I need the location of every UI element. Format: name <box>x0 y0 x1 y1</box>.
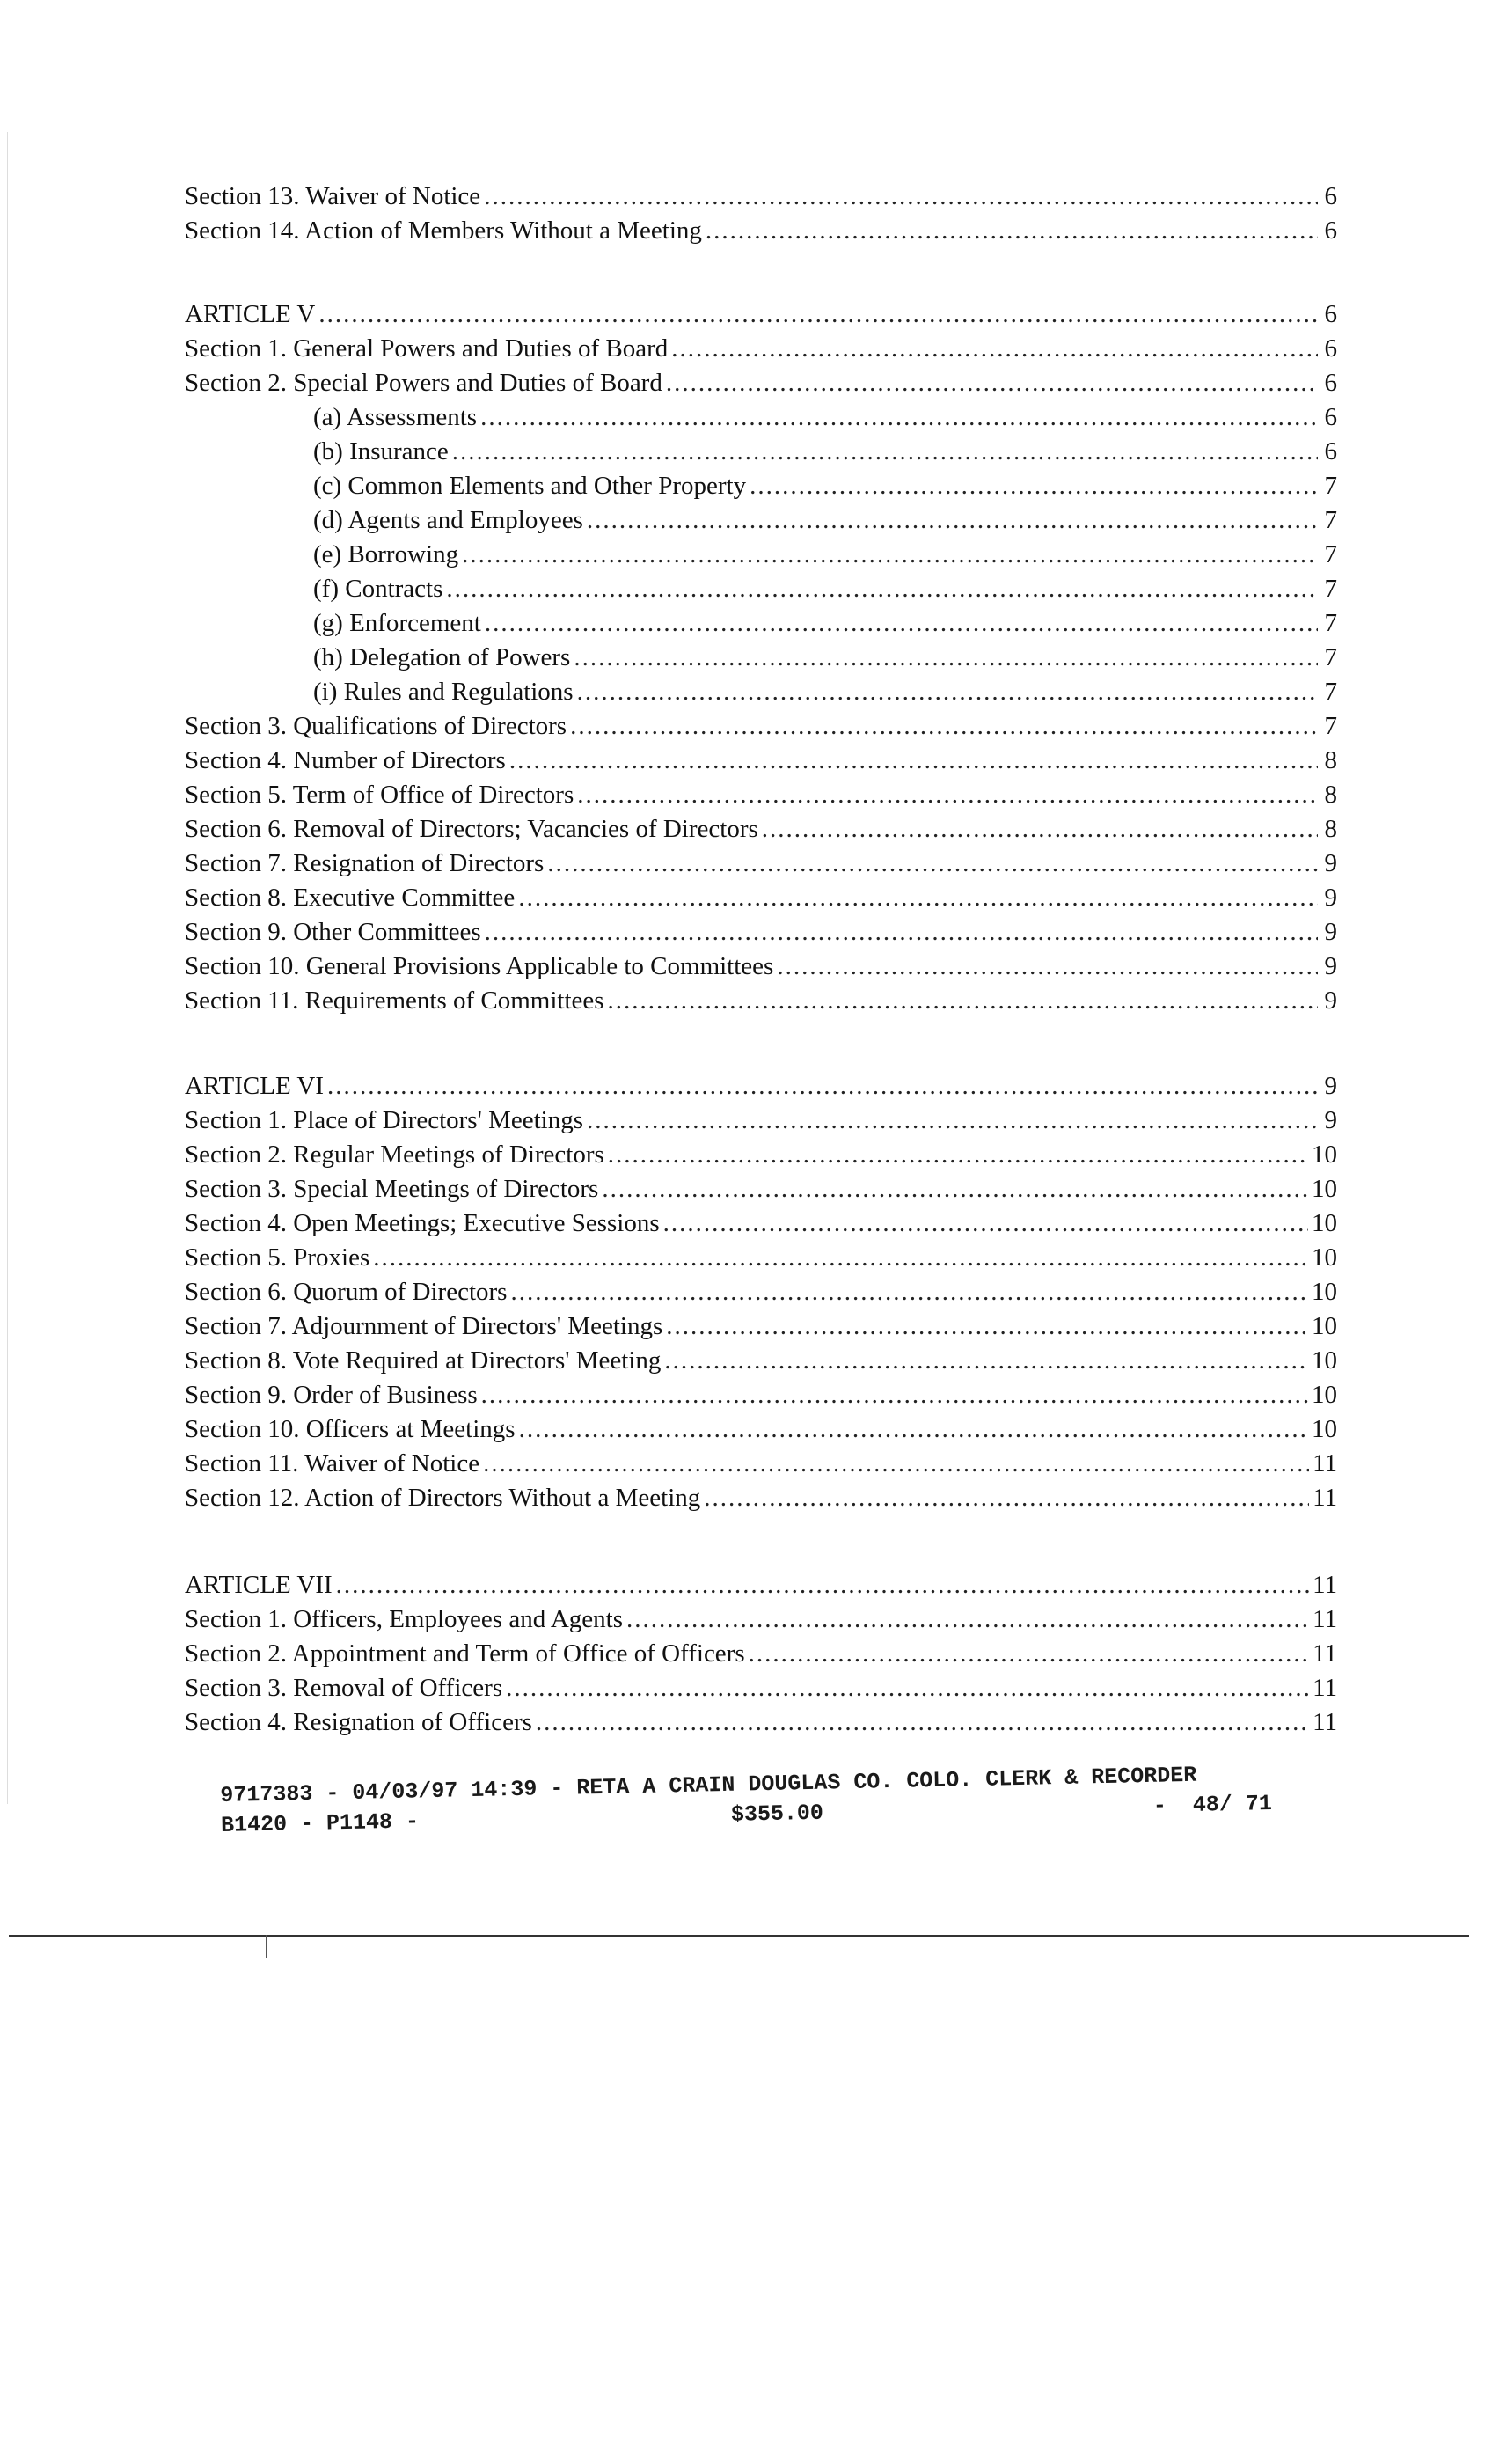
toc-leader-dots <box>373 1241 1308 1275</box>
toc-entry-label: Section 4. Number of Directors <box>185 746 506 774</box>
toc-entry-label: Section 9. Other Committees <box>185 918 481 946</box>
toc-entry-label: Section 6. Removal of Directors; Vacancies of Directors <box>185 815 758 843</box>
toc-page-number: 7 <box>1324 643 1337 671</box>
spacer <box>185 1018 1337 1069</box>
page-bottom-rule <box>9 1935 1469 1937</box>
toc-page-number: 7 <box>1324 472 1337 500</box>
toc-entry <box>185 1206 1337 1241</box>
toc-entry <box>185 1602 1337 1637</box>
toc-entry-label: Section 10. Officers at Meetings <box>185 1415 516 1443</box>
toc-page-number: 6 <box>1324 369 1337 397</box>
toc-subentry <box>185 641 1337 675</box>
toc-page-number: 9 <box>1324 1106 1337 1134</box>
toc-page-number: 7 <box>1324 575 1337 603</box>
toc-page-number: 9 <box>1324 1072 1337 1100</box>
toc-entry <box>185 881 1337 915</box>
toc-entry-label: Section 1. Place of Directors' Meetings <box>185 1106 583 1134</box>
toc-leader-dots <box>510 1275 1308 1309</box>
toc-entry <box>185 1568 1337 1602</box>
toc-entry-label: Section 8. Executive Committee <box>185 884 516 912</box>
toc-page-number: 8 <box>1324 781 1337 809</box>
toc-leader-dots <box>663 1206 1308 1241</box>
toc-leader-dots <box>602 1172 1308 1206</box>
toc-entry-label: (c) Common Elements and Other Property <box>313 472 747 500</box>
toc-entry-label: Section 4. Open Meetings; Executive Sessions <box>185 1209 660 1237</box>
toc-leader-dots <box>750 469 1318 503</box>
toc-leader-dots <box>671 332 1318 366</box>
toc-entry <box>185 1378 1337 1412</box>
toc-entry-label: Section 1. General Powers and Duties of Board <box>185 334 669 363</box>
stamp-page-count: - 48/ 71 <box>1152 1790 1273 1819</box>
toc-entry-label: (d) Agents and Employees <box>313 506 583 534</box>
toc-subentry <box>185 572 1337 606</box>
toc-leader-dots <box>666 1309 1308 1344</box>
toc-entry-label: Section 3. Removal of Officers <box>185 1674 503 1702</box>
toc-page-number: 10 <box>1312 1415 1337 1443</box>
toc-entry-label: ARTICLE VI <box>185 1072 325 1100</box>
toc-page-number: 10 <box>1312 1209 1337 1237</box>
toc-leader-dots <box>519 1412 1308 1447</box>
toc-leader-dots <box>483 1447 1309 1481</box>
toc-subentry <box>185 503 1337 538</box>
toc-entry-label: Section 7. Adjournment of Directors' Meetings <box>185 1312 663 1340</box>
toc-page-number: 7 <box>1324 609 1337 637</box>
toc-leader-dots <box>547 847 1318 881</box>
toc-leader-dots <box>570 709 1318 744</box>
toc-page-number: 9 <box>1324 986 1337 1015</box>
toc-page-number: 7 <box>1324 678 1337 706</box>
toc-entry <box>185 1705 1337 1740</box>
spacer <box>185 248 1337 297</box>
toc-entry-label: Section 5. Proxies <box>185 1243 370 1272</box>
toc-leader-dots <box>608 984 1318 1018</box>
toc-entry-label: Section 2. Special Powers and Duties of Board <box>185 369 662 397</box>
toc-page-number: 10 <box>1312 1140 1337 1169</box>
toc-page-number: 10 <box>1312 1381 1337 1409</box>
toc-entry <box>185 778 1337 812</box>
toc-page-number: 8 <box>1324 815 1337 843</box>
toc-leader-dots <box>462 538 1318 572</box>
toc-entry-label: (f) Contracts <box>313 575 443 603</box>
toc-page-number: 11 <box>1313 1674 1337 1702</box>
toc-page-number: 9 <box>1324 849 1337 877</box>
toc-page-number: 6 <box>1324 300 1337 328</box>
toc-entry <box>185 180 1337 214</box>
toc-entry-label: Section 2. Regular Meetings of Directors <box>185 1140 604 1169</box>
toc-entry <box>185 1069 1337 1104</box>
toc-entry-label: (b) Insurance <box>313 437 449 466</box>
toc-leader-dots <box>762 812 1318 847</box>
toc-leader-dots <box>446 572 1318 606</box>
scan-margin-line <box>7 132 8 1804</box>
toc-subentry <box>185 400 1337 435</box>
toc-page-number: 7 <box>1324 540 1337 568</box>
toc-page-number: 6 <box>1324 216 1337 245</box>
stamp-recording-info: 9717383 - 04/03/97 14:39 - RETA A CRAIN DOUGLAS CO. COLO. CLERK & RECORDER <box>220 1762 1197 1808</box>
toc-entry <box>185 1172 1337 1206</box>
toc-subentry <box>185 469 1337 503</box>
toc-entry-label: (i) Rules and Regulations <box>313 678 574 706</box>
toc-leader-dots <box>318 297 1318 332</box>
toc-entry <box>185 1481 1337 1515</box>
toc-entry-label: Section 8. Vote Required at Directors' Meeting <box>185 1346 662 1375</box>
toc-entry <box>185 1138 1337 1172</box>
toc-entry <box>185 1275 1337 1309</box>
toc-page-number: 10 <box>1312 1175 1337 1203</box>
toc-entry-label: Section 6. Quorum of Directors <box>185 1278 508 1306</box>
toc-page-number: 6 <box>1324 403 1337 431</box>
toc-leader-dots <box>327 1069 1318 1104</box>
toc-entry <box>185 984 1337 1018</box>
toc-entry <box>185 214 1337 248</box>
toc-entry-label: Section 5. Term of Office of Directors <box>185 781 574 809</box>
toc-leader-dots <box>666 366 1318 400</box>
toc-leader-dots <box>485 915 1318 950</box>
toc-page-number: 6 <box>1324 437 1337 466</box>
toc-leader-dots <box>336 1568 1309 1602</box>
toc-page-number: 10 <box>1312 1312 1337 1340</box>
toc-leader-dots <box>777 950 1318 984</box>
toc-entry <box>185 1671 1337 1705</box>
toc-leader-dots <box>536 1705 1309 1740</box>
toc-leader-dots <box>749 1637 1309 1671</box>
toc-entry-label: ARTICLE VII <box>185 1571 333 1599</box>
toc-page-number: 11 <box>1313 1571 1337 1599</box>
toc-entry <box>185 744 1337 778</box>
page-bottom-tick <box>266 1935 267 1958</box>
toc-entry <box>185 1637 1337 1671</box>
toc-leader-dots <box>664 1344 1308 1378</box>
toc-entry <box>185 1104 1337 1138</box>
toc-entry-label: Section 10. General Provisions Applicable to Committees <box>185 952 774 980</box>
toc-page-number: 9 <box>1324 884 1337 912</box>
toc-subentry <box>185 538 1337 572</box>
toc-entry <box>185 709 1337 744</box>
toc-entry-label: Section 4. Resignation of Officers <box>185 1708 532 1736</box>
toc-leader-dots <box>587 503 1318 538</box>
toc-entry-label: (e) Borrowing <box>313 540 459 568</box>
toc-subentry <box>185 435 1337 469</box>
toc-leader-dots <box>484 180 1318 214</box>
toc-page-number: 7 <box>1324 712 1337 740</box>
toc-entry-label: Section 2. Appointment and Term of Office of Officers <box>185 1639 745 1668</box>
toc-entry-label: (g) Enforcement <box>313 609 481 637</box>
toc-leader-dots <box>509 744 1318 778</box>
toc-entry-label: (h) Delegation of Powers <box>313 643 571 671</box>
toc-leader-dots <box>587 1104 1318 1138</box>
toc-entry-label: Section 7. Resignation of Directors <box>185 849 545 877</box>
toc-entry-label: Section 1. Officers, Employees and Agents <box>185 1605 623 1633</box>
toc-leader-dots <box>485 606 1318 641</box>
toc-entry <box>185 1447 1337 1481</box>
toc-leader-dots <box>608 1138 1308 1172</box>
toc-page-number: 11 <box>1313 1605 1337 1633</box>
toc-page-number: 6 <box>1324 334 1337 363</box>
toc-entry-label: Section 3. Special Meetings of Directors <box>185 1175 599 1203</box>
toc-group-article4-tail <box>185 180 1337 248</box>
toc-entry <box>185 1309 1337 1344</box>
toc-leader-dots <box>481 1378 1308 1412</box>
toc-entry-label: Section 14. Action of Members Without a Meeting <box>185 216 702 245</box>
toc-leader-dots <box>480 400 1318 435</box>
toc-page-number: 6 <box>1324 182 1337 210</box>
toc-page-number: 11 <box>1313 1449 1337 1478</box>
toc-leader-dots <box>574 641 1318 675</box>
toc-entry-label: Section 11. Requirements of Committees <box>185 986 604 1015</box>
toc-entry-label: Section 12. Action of Directors Without a Meeting <box>185 1484 701 1512</box>
spacer <box>185 1515 1337 1568</box>
toc-entry <box>185 812 1337 847</box>
toc-leader-dots <box>706 214 1318 248</box>
toc-leader-dots <box>577 675 1318 709</box>
table-of-contents <box>185 180 1337 1740</box>
toc-page-number: 11 <box>1313 1639 1337 1668</box>
toc-entry-label: ARTICLE V <box>185 300 316 328</box>
toc-page-number: 9 <box>1324 918 1337 946</box>
toc-entry-label: (a) Assessments <box>313 403 478 431</box>
toc-entry <box>185 847 1337 881</box>
recorder-stamp <box>220 1758 1320 1841</box>
toc-entry <box>185 297 1337 332</box>
toc-page-number: 10 <box>1312 1346 1337 1375</box>
toc-entry <box>185 366 1337 400</box>
toc-entry <box>185 1412 1337 1447</box>
toc-page-number: 11 <box>1313 1708 1337 1736</box>
toc-leader-dots <box>704 1481 1309 1515</box>
toc-leader-dots <box>452 435 1318 469</box>
toc-entry <box>185 1344 1337 1378</box>
toc-group-article6 <box>185 1069 1337 1515</box>
toc-entry <box>185 915 1337 950</box>
toc-page-number: 7 <box>1324 506 1337 534</box>
toc-entry-label: Section 11. Waiver of Notice <box>185 1449 480 1478</box>
toc-entry <box>185 1241 1337 1275</box>
toc-leader-dots <box>626 1602 1309 1637</box>
toc-subentry <box>185 675 1337 709</box>
toc-entry-label: Section 9. Order of Business <box>185 1381 478 1409</box>
stamp-book-page: B1420 - P1148 - <box>220 1808 420 1838</box>
toc-page-number: 11 <box>1313 1484 1337 1512</box>
toc-entry-label: Section 13. Waiver of Notice <box>185 182 481 210</box>
toc-subentry <box>185 606 1337 641</box>
toc-group-article7 <box>185 1568 1337 1740</box>
toc-page-number: 10 <box>1312 1243 1337 1272</box>
toc-group-article5 <box>185 297 1337 1018</box>
toc-leader-dots <box>518 881 1318 915</box>
toc-page-number: 10 <box>1312 1278 1337 1306</box>
toc-entry <box>185 332 1337 366</box>
toc-entry <box>185 950 1337 984</box>
toc-leader-dots <box>577 778 1318 812</box>
toc-page-number: 8 <box>1324 746 1337 774</box>
toc-page-number: 9 <box>1324 952 1337 980</box>
toc-leader-dots <box>506 1671 1309 1705</box>
stamp-fee: $355.00 <box>730 1800 824 1828</box>
toc-entry-label: Section 3. Qualifications of Directors <box>185 712 567 740</box>
